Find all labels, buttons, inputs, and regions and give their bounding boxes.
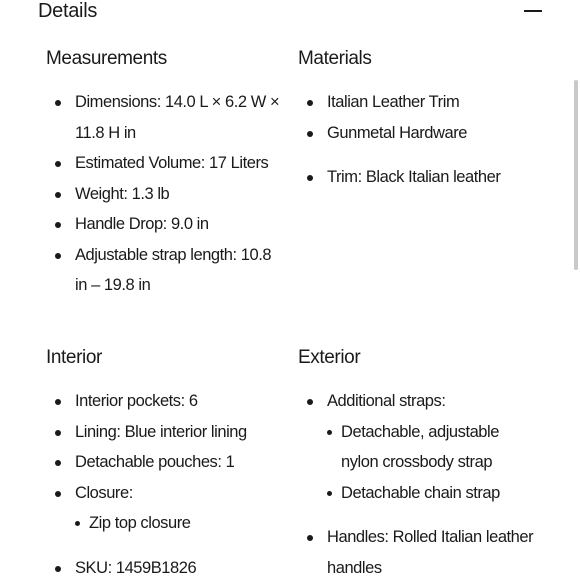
list-item: Detachable, adjustable nylon crossbody strap	[327, 417, 538, 478]
list-item: Italian Leather Trim	[298, 87, 538, 118]
scrollbar[interactable]	[574, 80, 578, 270]
exterior-list	[298, 386, 538, 580]
list-item: Detachable pouches: 1	[46, 447, 286, 478]
list-item: Trim: Black Italian leather	[298, 162, 538, 193]
exterior-title: Exterior	[298, 347, 361, 368]
materials-list	[298, 87, 538, 193]
list-item	[46, 478, 286, 539]
list-item: Estimated Volume: 17 Liters	[46, 148, 286, 179]
measurements-title: Measurements	[46, 48, 167, 69]
list-item: Adjustable strap length: 10.8 in – 19.8 in	[46, 240, 286, 301]
list-item: Dimensions: 14.0 L × 6.2 W × 11.8 H in	[46, 87, 286, 148]
list-item: Weight: 1.3 lb	[46, 179, 286, 210]
closure-label: Closure:	[75, 483, 133, 502]
exterior-section	[298, 345, 538, 580]
list-item: Detachable chain strap	[327, 478, 538, 509]
details-accordion-header[interactable]	[38, 0, 543, 25]
list-item: Handles: Rolled Italian leather handles	[298, 522, 538, 580]
additional-straps-label: Additional straps:	[327, 392, 446, 410]
materials-title: Materials	[298, 48, 372, 69]
closure-sublist	[75, 508, 286, 539]
list-item: SKU: 1459B1826	[46, 553, 286, 580]
measurements-list	[46, 87, 286, 301]
details-title: Details	[38, 0, 98, 22]
list-item: Handle Drop: 9.0 in	[46, 209, 286, 240]
list-item: Zip top closure	[75, 508, 286, 539]
list-item: Lining: Blue interior lining	[46, 417, 286, 448]
straps-sublist	[327, 417, 538, 509]
interior-section	[46, 345, 286, 580]
minus-icon[interactable]	[523, 1, 543, 21]
list-item: Interior pockets: 6	[46, 386, 286, 417]
interior-list	[46, 386, 286, 580]
list-item: Gunmetal Hardware	[298, 118, 538, 149]
measurements-section	[46, 46, 286, 301]
materials-section	[298, 46, 538, 193]
interior-title: Interior	[46, 347, 102, 368]
list-item	[298, 386, 538, 508]
